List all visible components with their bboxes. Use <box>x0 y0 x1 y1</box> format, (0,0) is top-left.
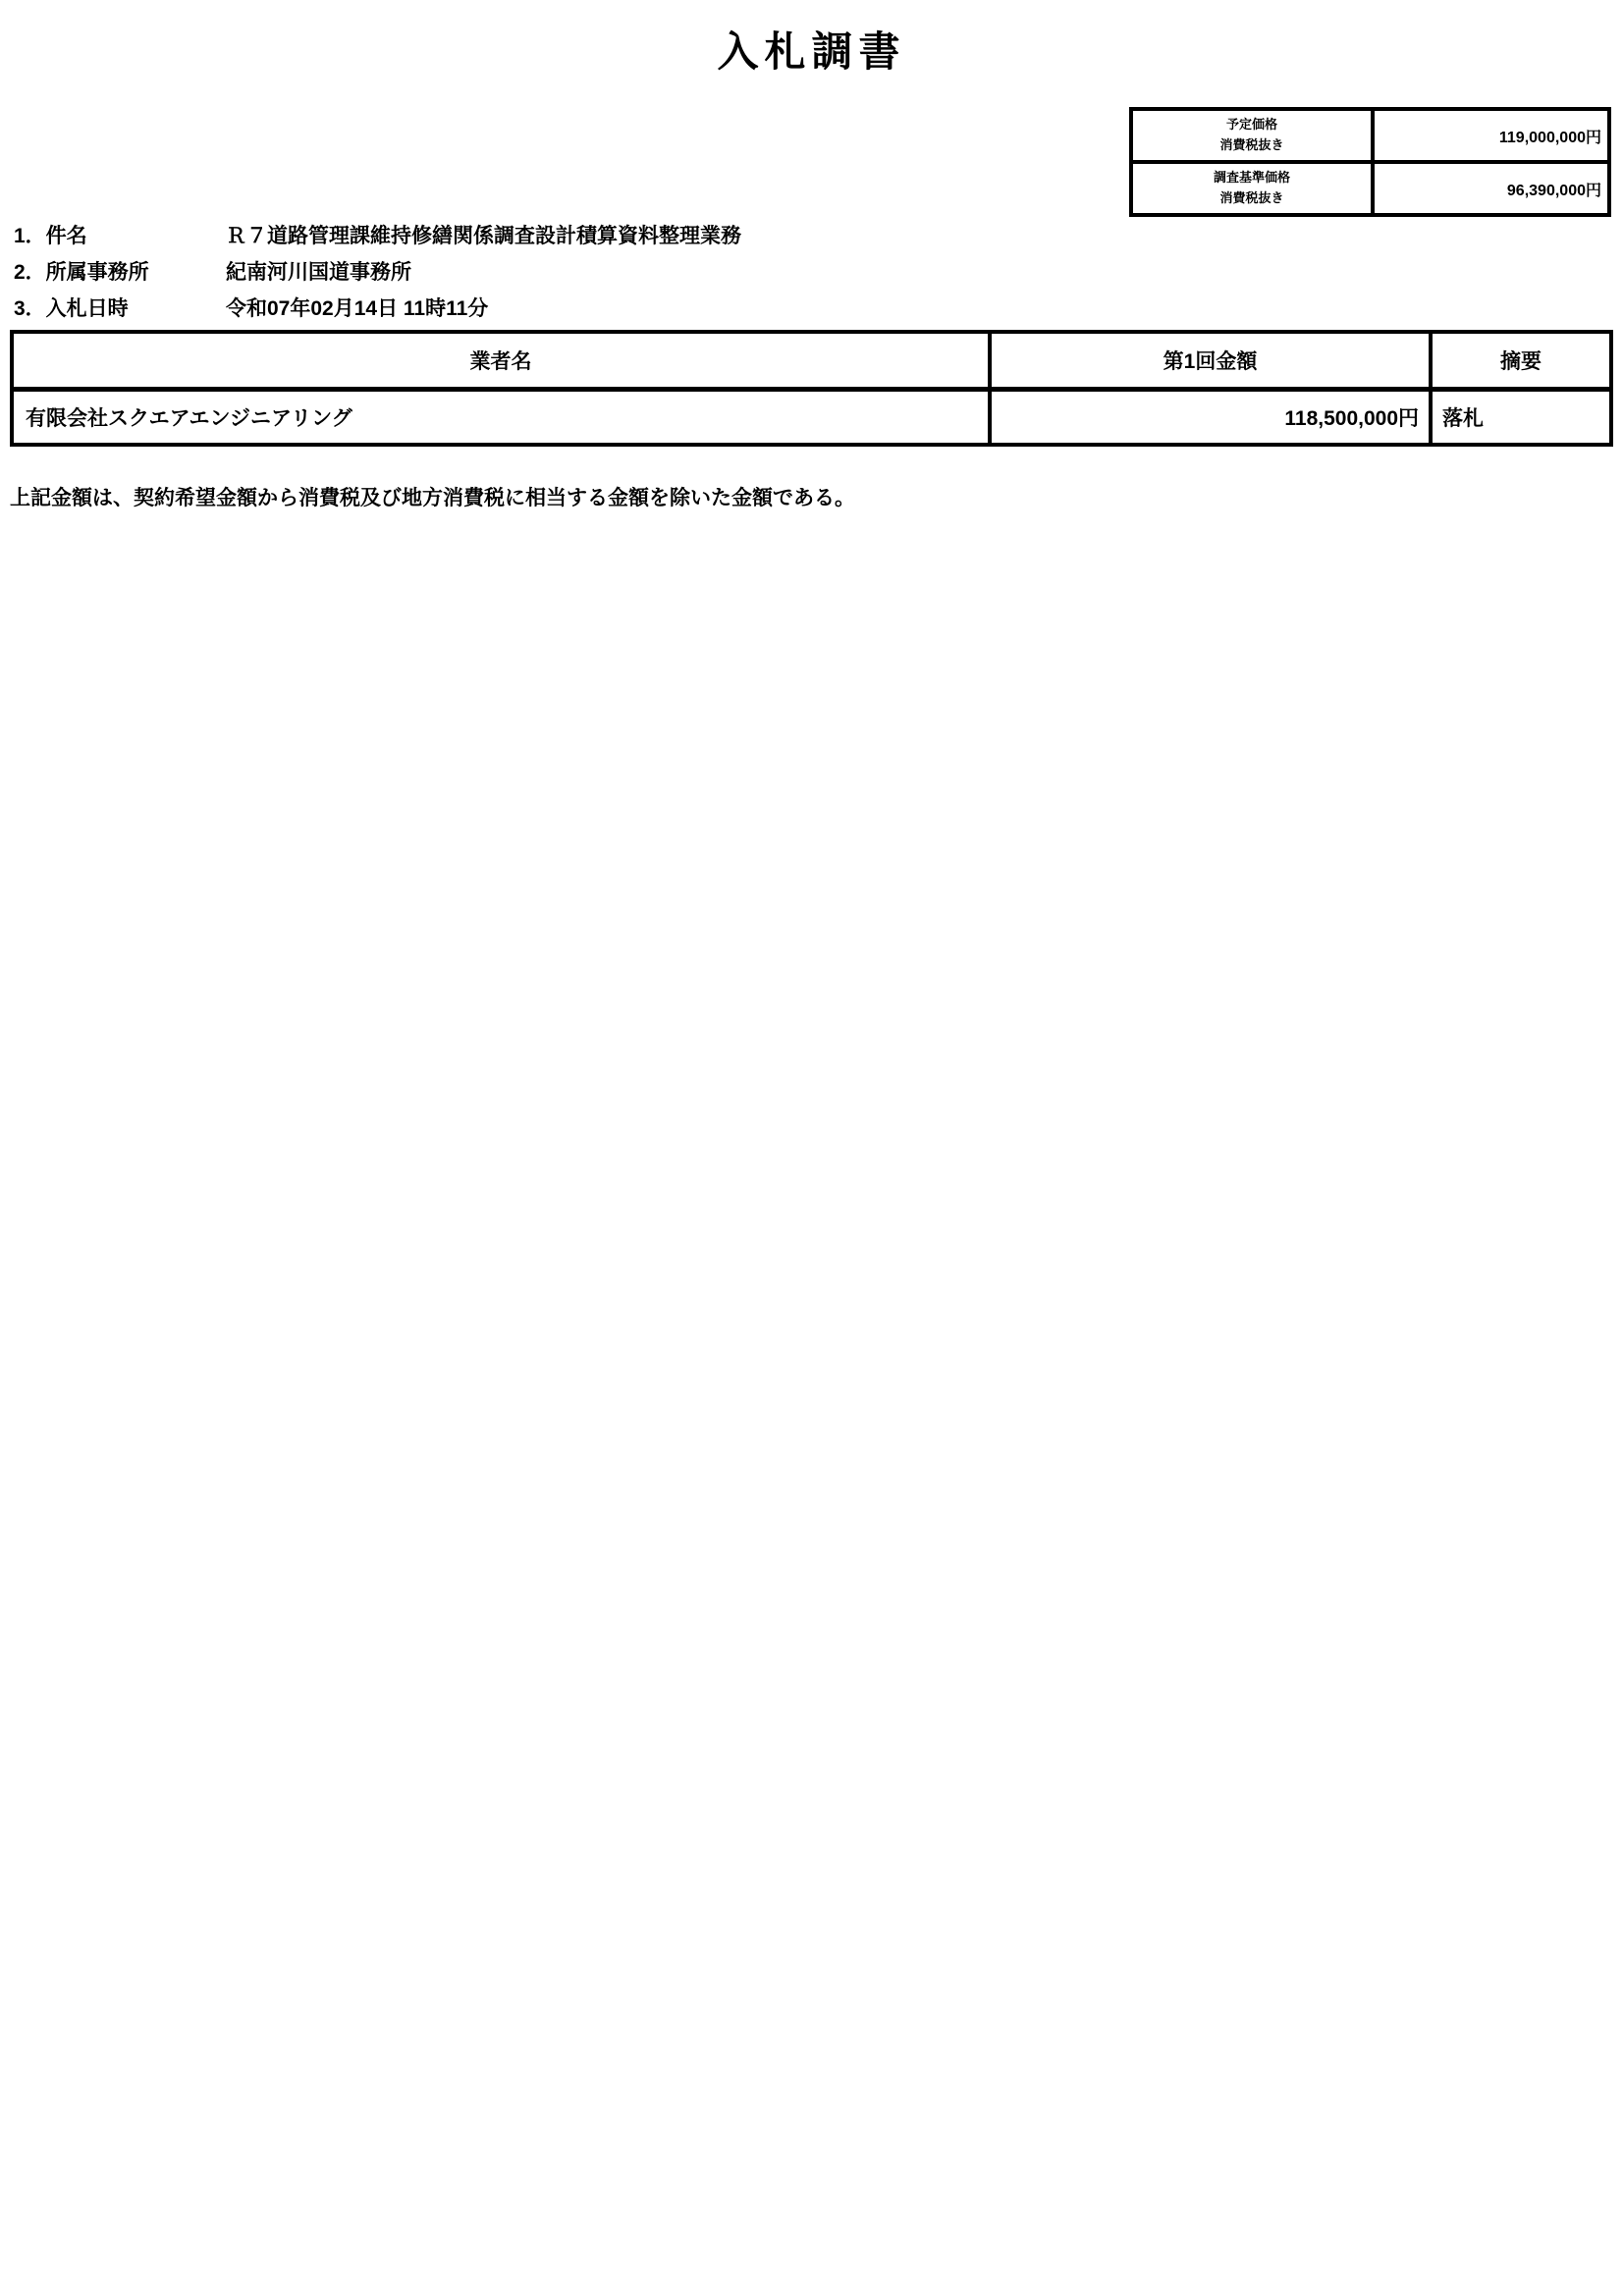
footer-note: 上記金額は、契約希望金額から消費税及び地方消費税に相当する金額を除いた金額である。 <box>10 487 855 509</box>
office-value: 紀南河川国道事務所 <box>226 261 411 284</box>
info-item-office <box>14 260 1094 296</box>
table-row <box>12 389 1611 445</box>
bid-datetime-label: 3．入札日時 <box>14 297 129 320</box>
survey-base-price-value: 96,390,000円 <box>1373 162 1609 215</box>
table-row <box>1131 162 1609 215</box>
info-item-subject <box>14 224 1094 260</box>
planned-price-value: 119,000,000円 <box>1373 109 1609 162</box>
info-list <box>14 224 1094 333</box>
office-label: 2．所属事務所 <box>14 261 149 284</box>
vendor-name-cell: 有限会社スクエアエンジニアリング <box>12 389 990 445</box>
vendor-column-header: 業者名 <box>12 332 990 389</box>
planned-price-label: 予定価格 <box>1225 117 1277 133</box>
table-row <box>1131 109 1609 162</box>
info-item-bid-datetime <box>14 296 1094 333</box>
first-round-amount-column-header: 第1回金額 <box>990 332 1431 389</box>
survey-base-price-label: 調査基準価格 <box>1213 170 1290 186</box>
table-header-row <box>12 332 1611 389</box>
price-summary-table <box>1129 107 1611 217</box>
remark-cell: 落札 <box>1431 389 1611 445</box>
remark-column-header: 摘要 <box>1431 332 1611 389</box>
tax-excluded-label: 消費税抜き <box>1219 137 1284 152</box>
tax-excluded-label: 消費税抜き <box>1219 190 1284 205</box>
bid-amount-cell: 118,500,000円 <box>990 389 1431 445</box>
subject-value: Ｒ７道路管理課維持修繕関係調査設計積算資料整理業務 <box>226 225 741 247</box>
bid-result-table <box>10 330 1613 447</box>
planned-price-label-cell <box>1131 109 1373 162</box>
page-title: 入札調書 <box>717 28 906 75</box>
bid-datetime-value: 令和07年02月14日 11時11分 <box>226 297 489 320</box>
subject-label: 1．件名 <box>14 225 87 247</box>
survey-base-price-label-cell <box>1131 162 1373 215</box>
